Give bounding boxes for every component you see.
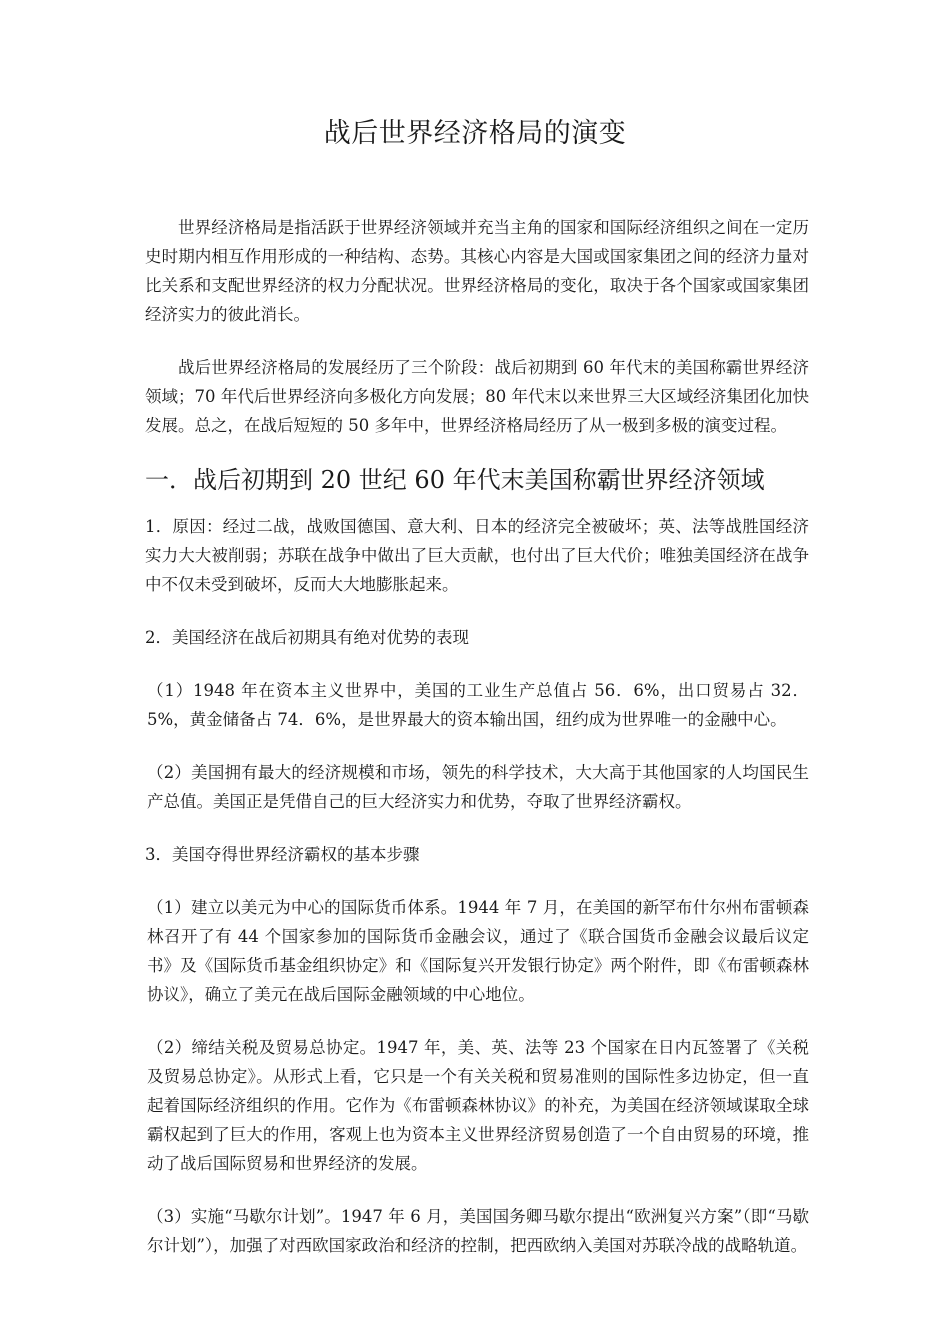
point-paragraph: 1．原因：经过二战，战败国德国、意大利、日本的经济完全被破坏；英、法等战胜国经济实力大大被削弱；苏联在战争中做出了巨大贡献，也付出了巨大代价；唯独美国经济在战争中不仅未受到破坏，反而大大地膨胀起来。	[145, 517, 809, 594]
document-title: 战后世界经济格局的演变	[323, 118, 627, 149]
list-item: （3）实施“马歇尔计划”。1947 年 6 月，美国国务卿马歇尔提出“欧洲复兴方案”（即“马歇尔计划”），加强了对西欧国家政治和经济的控制，把西欧纳入美国对苏联冷战的战略轨道。	[147, 1207, 809, 1255]
subsection-heading: 2．美国经济在战后初期具有绝对优势的表现	[145, 628, 469, 647]
list-item: （1）建立以美元为中心的国际货币体系。1944 年 7 月，在美国的新罕布什尔州布雷顿森林召开了有 44 个国家参加的国际货币金融会议，通过了《联合国货币金融会议最后议定书》及《国际货币基金组织协定》和《国际复兴开发银行协定》两个附件，即《布雷顿森林协议》，确立了美元在战后国际金融领域的中心地位。	[147, 898, 809, 1004]
list-item: （2）美国拥有最大的经济规模和市场，领先的科学技术，大大高于其他国家的人均国民生产总值。美国正是凭借自己的巨大经济实力和优势，夺取了世界经济霸权。	[147, 763, 809, 811]
document-body	[145, 213, 809, 1284]
list-item: （1）1948 年在资本主义世界中，美国的工业生产总值占 56．6%，出口贸易占 32．5%，黄金储备占 74．6%，是世界最大的资本输出国，纽约成为世界唯一的金融中心。	[147, 681, 809, 729]
section-heading: 一．战后初期到 20 世纪 60 年代末美国称霸世界经济领域	[145, 466, 765, 494]
subsection-heading: 3．美国夺得世界经济霸权的基本步骤	[145, 845, 420, 864]
intro-paragraph: 战后世界经济格局的发展经历了三个阶段：战后初期到 60 年代末的美国称霸世界经济领域；70 年代后世界经济向多极化方向发展；80 年代末以来世界三大区域经济集团化加快发展。总之，在战后短短的 50 多年中，世界经济格局经历了从一极到多极的演变过程。	[145, 358, 809, 435]
list-item: （2）缔结关税及贸易总协定。1947 年，美、英、法等 23 个国家在日内瓦签署了《关税及贸易总协定》。从形式上看，它只是一个有关关税和贸易准则的国际性多边协定，但一直起着国际经济组织的作用。它作为《布雷顿森林协议》的补充，为美国在经济领域谋取全球霸权起到了巨大的作用，客观上也为资本主义世界经济贸易创造了一个自由贸易的环境，推动了战后国际贸易和世界经济的发展。	[147, 1038, 809, 1173]
intro-paragraph: 世界经济格局是指活跃于世界经济领域并充当主角的国家和国际经济组织之间在一定历史时期内相互作用形成的一种结构、态势。其核心内容是大国或国家集团之间的经济力量对比关系和支配世界经济的权力分配状况。世界经济格局的变化，取决于各个国家或国家集团经济实力的彼此消长。	[145, 218, 809, 324]
